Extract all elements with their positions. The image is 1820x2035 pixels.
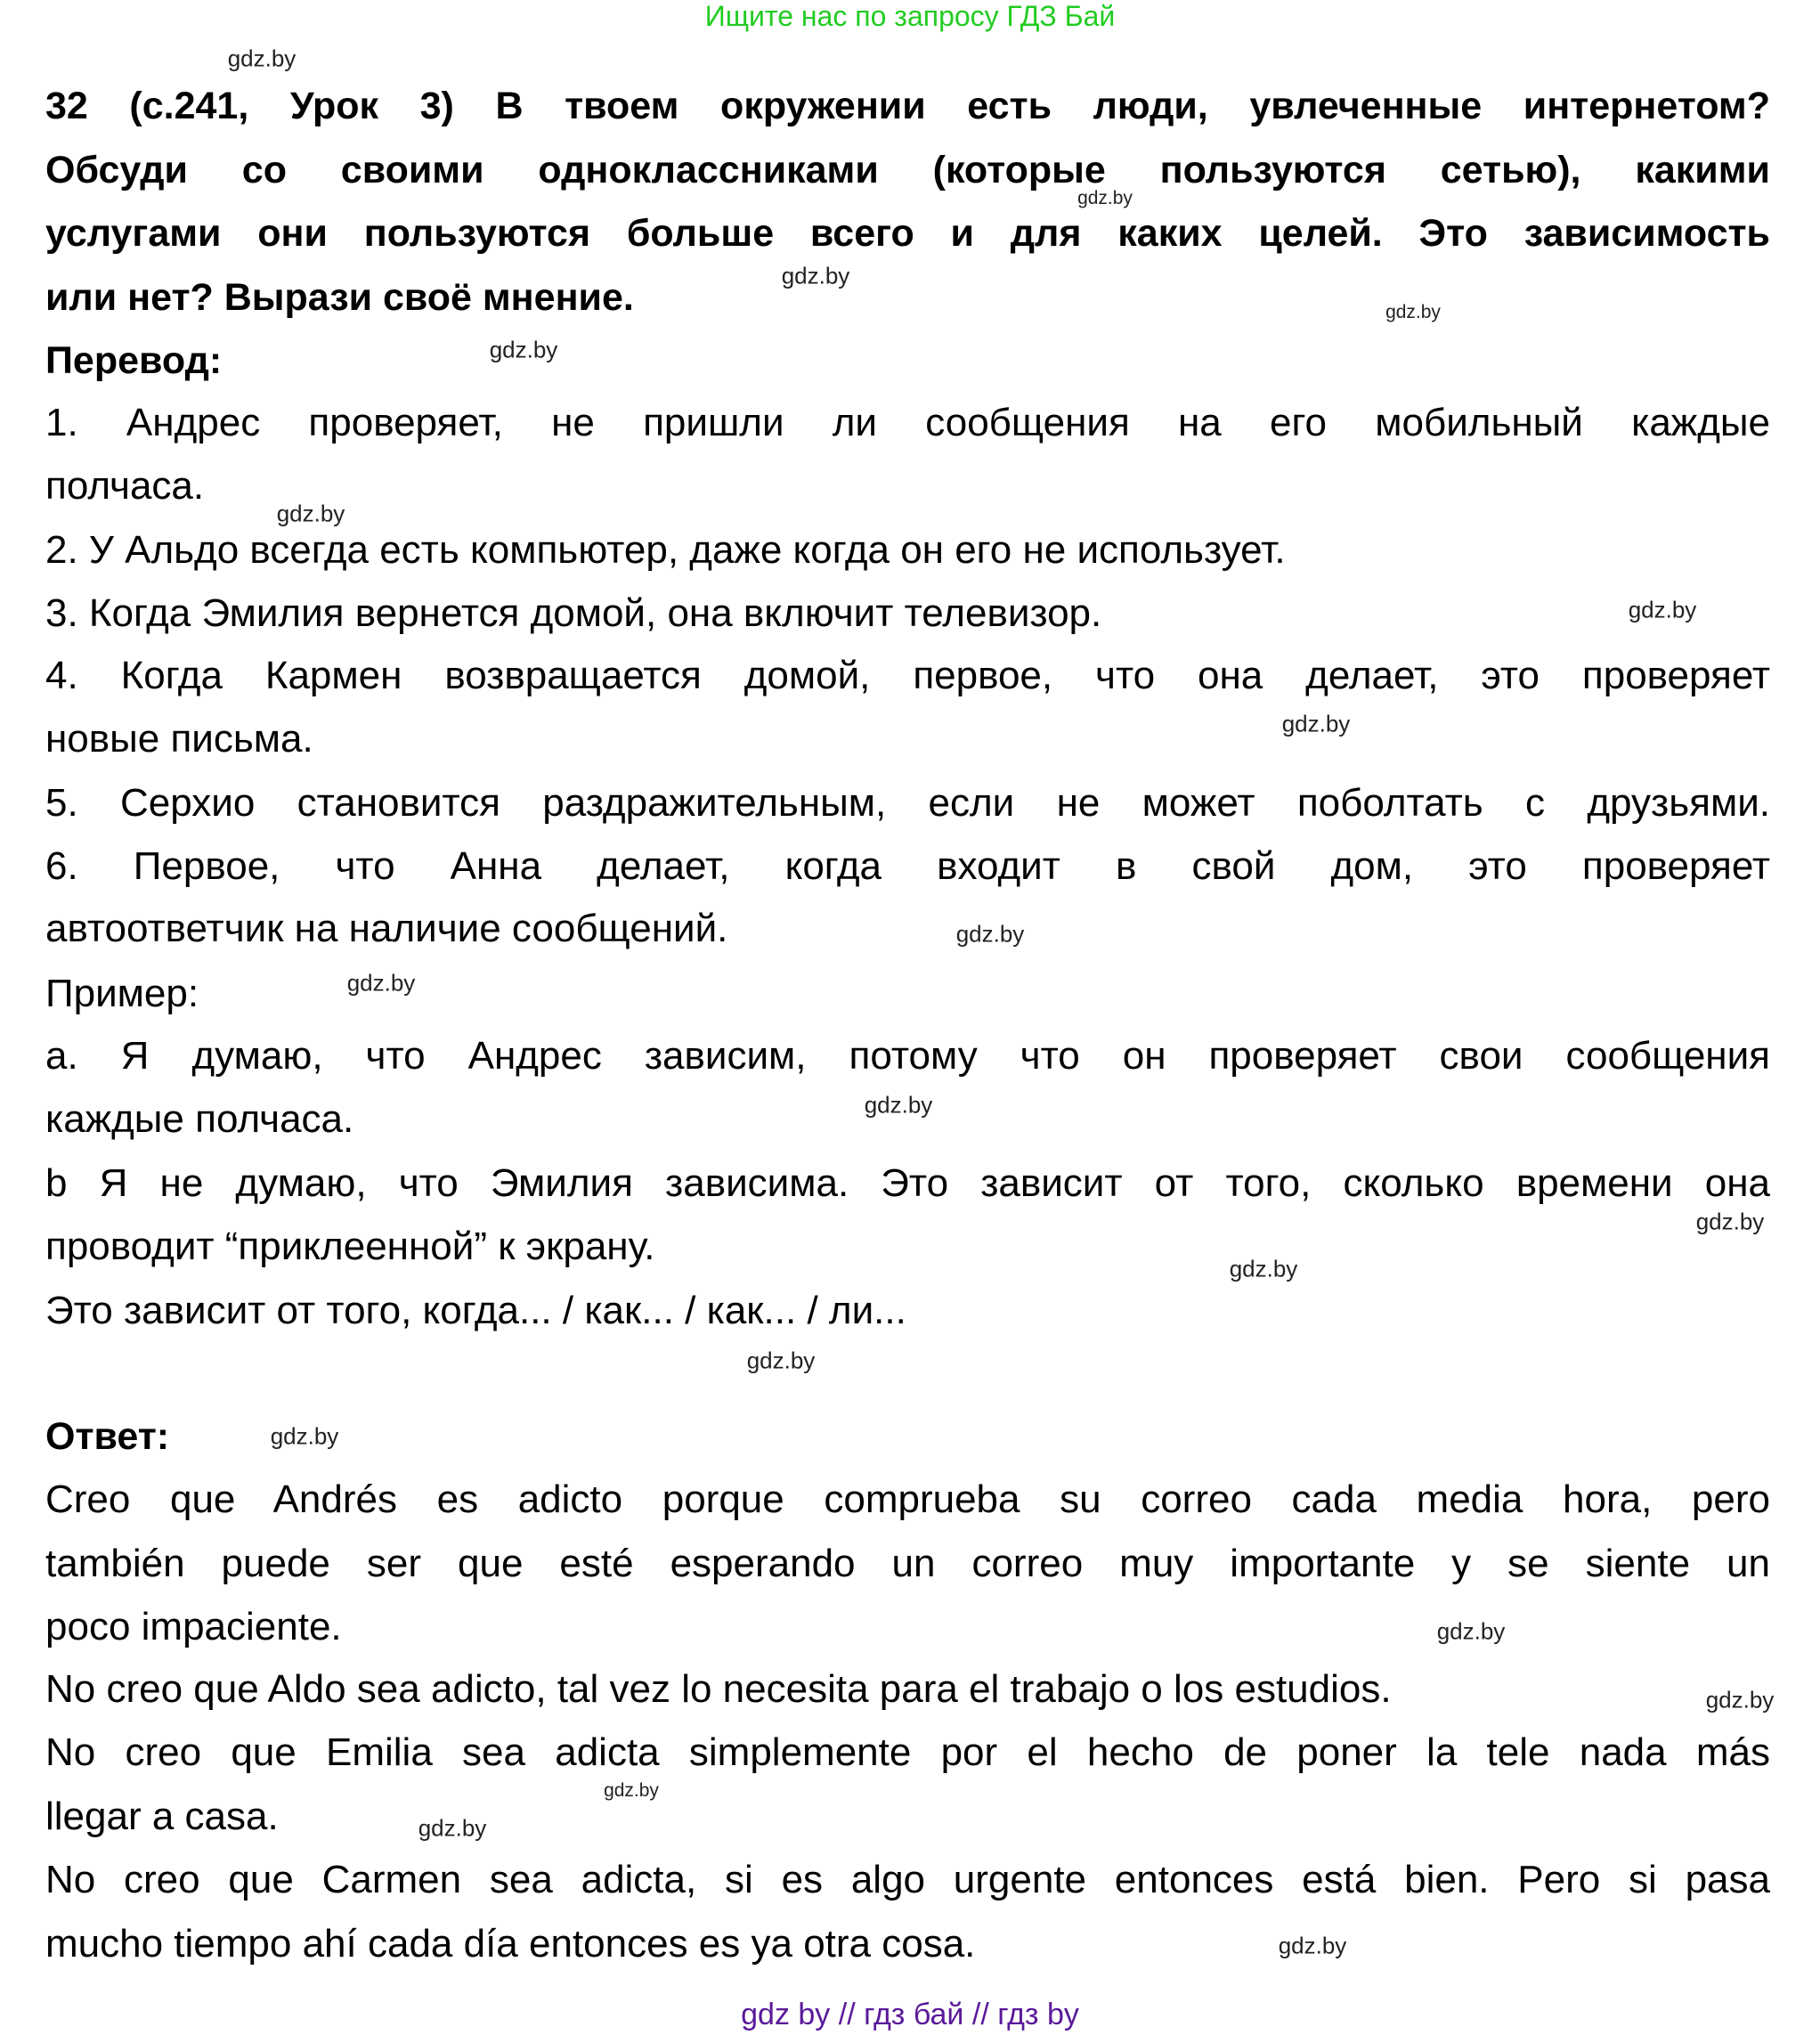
text-line: 6. Первое, что Анна делает, когда входит в свой дом, это проверяет (45, 844, 1770, 888)
text-line: автоответчик на наличие сообщений. (45, 907, 728, 950)
text-line: No creo que Carmen sea adicta, si es algo urgente entonces está bien. Pero si pasa (45, 1858, 1770, 1901)
text-line: 3. Когда Эмилия вернется домой, она включит телевизор. (45, 591, 1102, 635)
watermark: gdz.by (418, 1814, 487, 1842)
watermark: gdz.by (346, 969, 416, 997)
watermark: gdz.by (1705, 1686, 1775, 1713)
text-line: 1. Андрес проверяет, не пришли ли сообщения на его мобильный каждые (45, 401, 1770, 444)
text-line: Пример: (45, 972, 199, 1015)
text-line: No creo que Aldo sea adicto, tal vez lo necesita para el trabajo o los estudios. (45, 1667, 1392, 1711)
text-line: 5. Серхио становится раздражительным, если не может поболтать с друзьями. (45, 781, 1770, 825)
section-heading: Ответ: (45, 1415, 170, 1458)
task-title-line: Обсуди со своими одноклассниками (которые пользуются сетью), какими (45, 149, 1770, 191)
task-title-line: или нет? Вырази своё мнение. (45, 276, 634, 319)
search-banner: Ищите нас по запросу ГДЗ Бай (704, 0, 1116, 32)
watermark: gdz.by (604, 1780, 659, 1801)
footer-links[interactable]: gdz by // гдз бай // гдз by (741, 1998, 1079, 2031)
text-line: проводит “приклеенной” к экрану. (45, 1225, 655, 1268)
text-line: mucho tiempo ahí cada día entonces es ya otra cosa. (45, 1922, 976, 1966)
watermark: gdz.by (781, 262, 850, 289)
section-heading: Перевод: (45, 339, 223, 382)
watermark: gdz.by (1695, 1208, 1765, 1235)
text-line: No creo que Emilia sea adicta simplemente por el hecho de poner la tele nada más (45, 1730, 1770, 1774)
watermark: gdz.by (1281, 710, 1351, 737)
text-line: новые письма. (45, 717, 313, 761)
task-title-line: услугами они пользуются больше всего и для каких целей. Это зависимость (45, 212, 1770, 255)
watermark: gdz.by (1229, 1255, 1298, 1282)
watermark: gdz.by (1077, 188, 1133, 208)
watermark: gdz.by (276, 500, 345, 527)
text-line: 2. У Альдо всегда есть компьютер, даже когда он его не использует. (45, 528, 1286, 572)
text-line: полчаса. (45, 464, 205, 508)
text-line: 4. Когда Кармен возвращается домой, первое, что она делает, это проверяет (45, 654, 1770, 697)
watermark: gdz.by (270, 1422, 339, 1450)
text-line: también puede ser que esté esperando un correo muy importante y se siente un (45, 1542, 1770, 1585)
task-title-line: 32 (с.241, Урок 3) В твоем окружении есть люди, увлеченные интернетом? (45, 85, 1770, 127)
text-line: каждые полчаса. (45, 1097, 354, 1141)
text-line: poco impaciente. (45, 1605, 342, 1648)
text-line: llegar a casa. (45, 1795, 279, 1838)
text-line: Creo que Andrés es adicto porque comprueba su correo cada media hora, pero (45, 1477, 1770, 1521)
watermark: gdz.by (1385, 302, 1441, 322)
watermark: gdz.by (489, 336, 558, 363)
watermark: gdz.by (1436, 1617, 1506, 1645)
text-line: b Я не думаю, что Эмилия зависима. Это зависит от того, сколько времени она (45, 1161, 1770, 1205)
watermark: gdz.by (1278, 1932, 1347, 1959)
watermark: gdz.by (1628, 596, 1697, 623)
watermark: gdz.by (864, 1091, 933, 1119)
text-line: Это зависит от того, когда... / как... / как... / ли... (45, 1289, 906, 1332)
text-line: a. Я думаю, что Андрес зависим, потому что он проверяет свои сообщения (45, 1034, 1770, 1078)
watermark: gdz.by (746, 1347, 816, 1374)
watermark: gdz.by (227, 45, 297, 72)
watermark: gdz.by (955, 920, 1025, 948)
